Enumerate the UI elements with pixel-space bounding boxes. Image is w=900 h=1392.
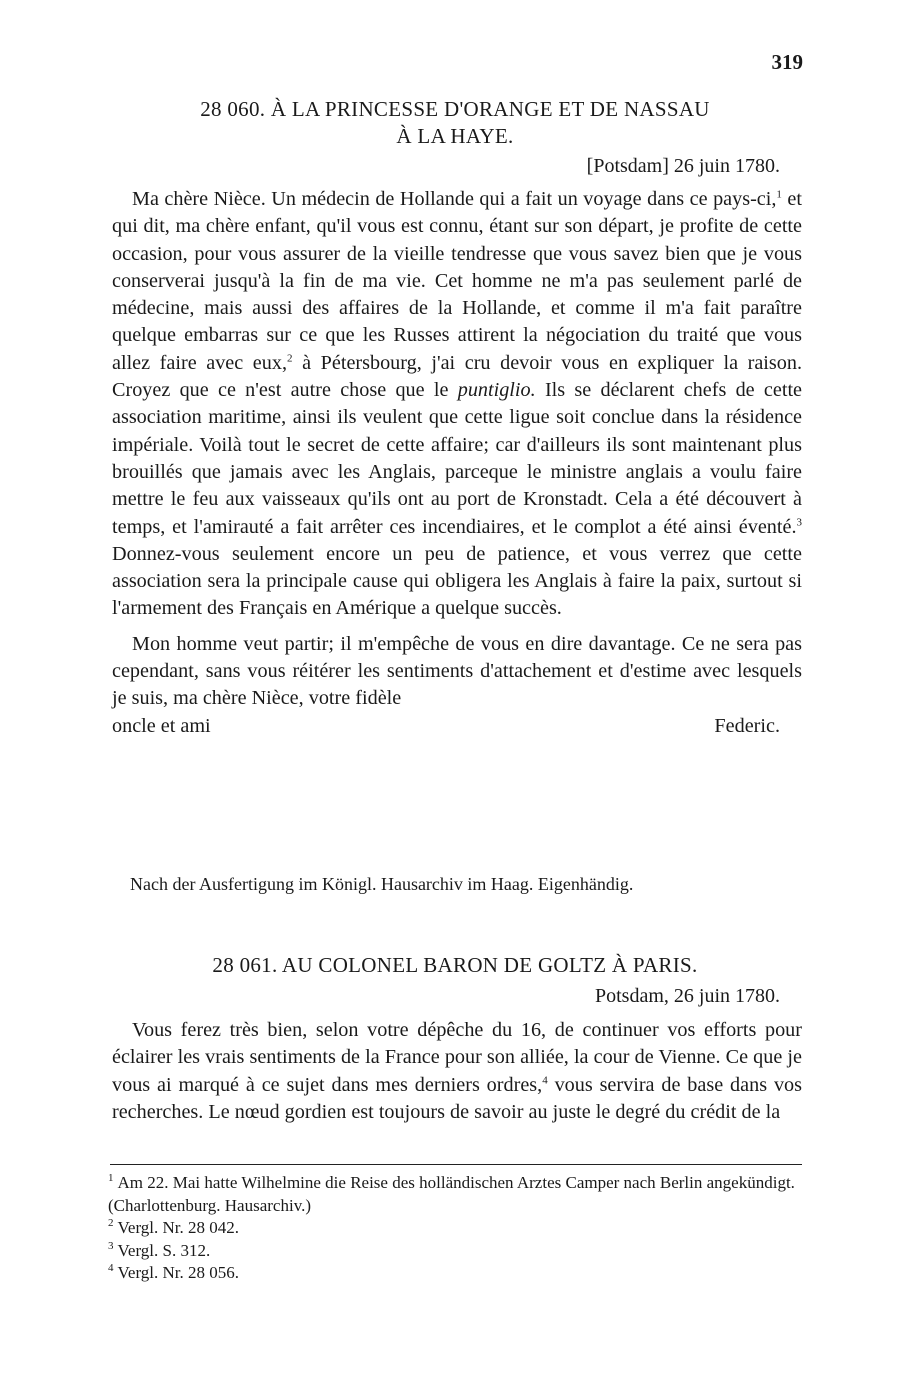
footnote-text: Am 22. Mai hatte Wilhelmine die Reise des holländischen Arztes Camper nach Berlin angekündigt. (Charlottenburg. Hausarchiv.)	[108, 1173, 795, 1215]
closing-row	[112, 713, 802, 740]
page-number: 319	[771, 50, 803, 74]
footnote	[108, 1262, 802, 1285]
italic-term: puntiglio.	[457, 379, 536, 402]
letter-heading	[110, 952, 800, 979]
letter-heading	[110, 96, 800, 150]
footnote-ref[interactable]: 2	[287, 352, 293, 365]
footnote-text: Vergl. Nr. 28 056.	[117, 1263, 240, 1282]
signature: Federic.	[714, 714, 780, 737]
footnote-ref[interactable]: 1	[776, 188, 782, 201]
closing-text: oncle et ami	[112, 714, 211, 737]
footnote-text: Vergl. S. 312.	[117, 1240, 211, 1260]
footnote-ref[interactable]: 3	[796, 515, 802, 528]
footnote-number: 4	[108, 1262, 114, 1275]
paragraph: Ma chère Nièce. Un médecin de Hollande qui a fait un voyage dans ce pays-ci,$^1$ et qui dit, ma chère enfant, qu'il vous est connu, étant sur son départ, je profite de cette occasion, pour vous assurer de la vieille tendresse que vous savez bien que je vous conserverai jusqu'à la fin de ma vie. Cet homme ne m'a pas seulement parlé de médecine, mais aussi des affaires de la Hollande, et comme il m'a fait paraître quelque embarras sur ce que les Russes attirent la négociation du traité que vous allez faire avec eux,$^2$ à Pétersbourg, j'ai cru devoir vous en expliquer la raison. Croyez que ce n'est autre chose que le puntiglio. Ils se déclarent chefs de cette association maritime, ainsi ils veulent que cette ligue soit conclue dans la résidence impériale. Voilà tout le secret de cette affaire; car d'ailleurs ils sont maintenant plus brouillés que jamais avec les Anglais, parceque le ministre anglais a voulu faire mettre le feu aux vaisseaux qu'ils ont au port de Kronstadt. Cela a été découvert à temps, et l'amirauté a fait arrêter ces incendiaires, et le complot a été ainsi éventé.$^3$ Donnez-vous seulement encore un peu de patience, et vous verrez que cette association sera la principale cause qui obligera les Anglais à faire la paix, surtout si l'armement des Français en Amérique a quelque succès.	[112, 188, 803, 620]
letter-heading-line-2: À LA HAYE.	[396, 124, 514, 148]
footnote-number: 2	[108, 1217, 114, 1230]
footnote-divider	[110, 1164, 802, 1165]
footnote	[108, 1172, 802, 1217]
dateline: [Potsdam] 26 juin 1780.	[586, 155, 780, 177]
footnote-ref[interactable]: 4	[542, 1073, 548, 1086]
dateline: Potsdam, 26 juin 1780.	[594, 985, 780, 1007]
source-note: Nach der Ausfertigung im Königl. Hausarchiv im Haag. Eigenhändig.	[130, 874, 634, 894]
letter-heading-line-1: 28 060. À LA PRINCESSE D'ORANGE ET DE NASSAU	[200, 97, 710, 121]
footnote-text: Vergl. Nr. 28 042.	[117, 1218, 240, 1237]
paragraph: Vous ferez très bien, selon votre dépêche du 16, de continuer vos efforts pour éclairer les vrais sentiments de la France pour son alliée, la cour de Vienne. Ce que je vous ai marqué à ce sujet dans mes derniers ordres,$^4$ vous servira de base dans vos recherches. Le nœud gordien est toujours de savoir au juste le degré du crédit de la	[112, 1019, 802, 1123]
letter-heading-line-1: 28 061. AU COLONEL BARON DE GOLTZ À PARIS.	[212, 953, 698, 977]
footnotes	[108, 1172, 802, 1285]
letter-body	[112, 1017, 802, 1126]
footnote-number: 1	[108, 1172, 114, 1185]
letter-body	[112, 186, 802, 740]
footnote	[108, 1240, 802, 1263]
paragraph: Mon homme veut partir; il m'empêche de vous en dire davantage. Ce ne sera pas cependant, sans vous réitérer les sentiments d'attachement et d'estime avec lesquels je suis, ma chère Nièce, votre fidèle	[112, 632, 802, 710]
footnote-number: 3	[108, 1239, 114, 1252]
footnote	[108, 1217, 802, 1240]
